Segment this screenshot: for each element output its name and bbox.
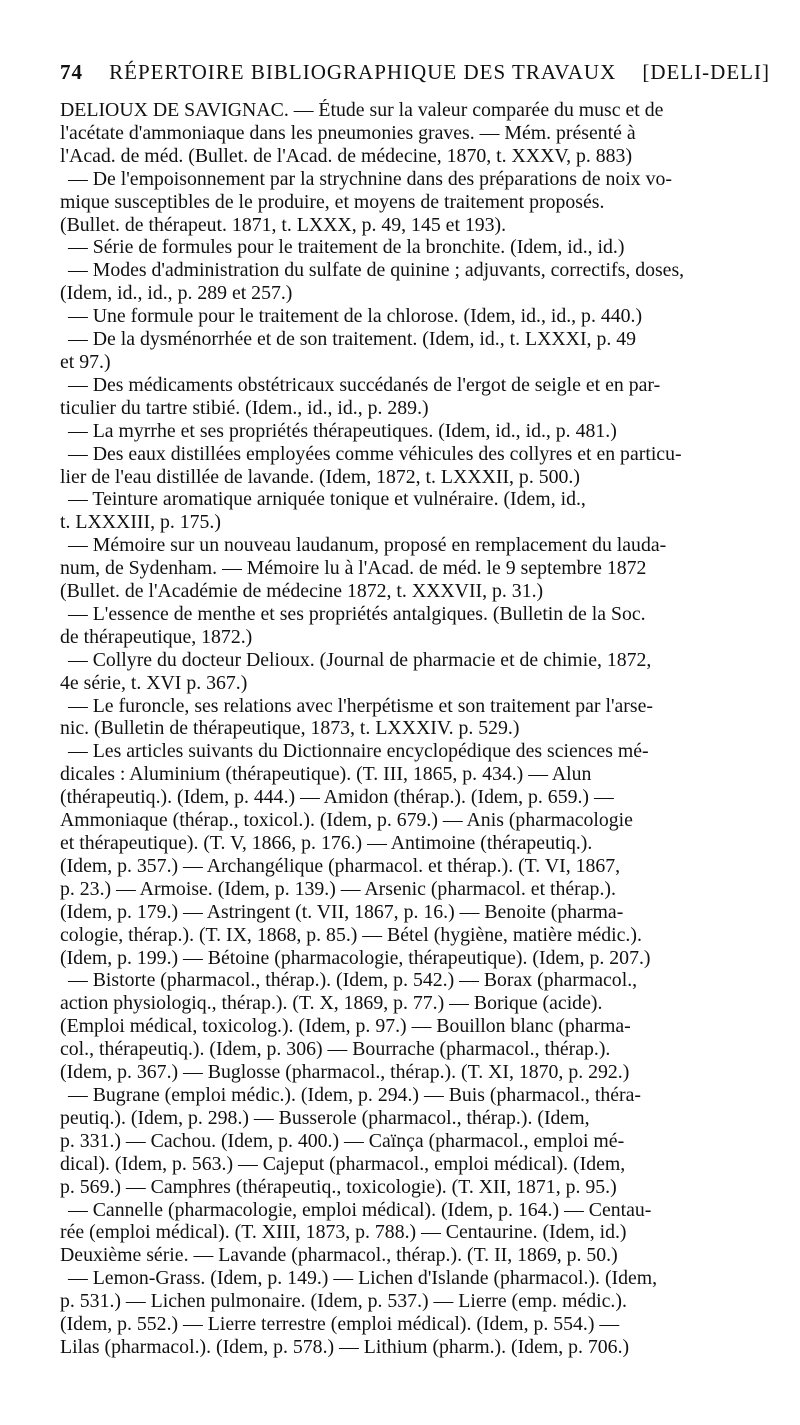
text-line: — Le furoncle, ses relations avec l'herpétisme et son traitement par l'arse- bbox=[68, 694, 653, 717]
text-line: dical). (Idem, p. 563.) — Cajeput (pharmacol., emploi médical). (Idem, bbox=[60, 1152, 626, 1175]
text-line: — Collyre du docteur Delioux. (Journal de pharmacie et de chimie, 1872, bbox=[68, 648, 652, 671]
text-line: ticulier du tartre stibié. (Idem., id., id., p. 289.) bbox=[60, 396, 429, 419]
text-line: (Idem, p. 357.) — Archangélique (pharmacol. et thérap.). (T. VI, 1867, bbox=[60, 854, 621, 877]
text-line: Lilas (pharmacol.). (Idem, p. 578.) — Lithium (pharm.). (Idem, p. 706.) bbox=[60, 1335, 630, 1358]
text-line: nic. (Bulletin de thérapeutique, 1873, t. LXXXIV. p. 529.) bbox=[60, 717, 520, 740]
text-line: (Idem, p. 179.) — Astringent (t. VII, 1867, p. 16.) — Benoite (pharma- bbox=[60, 900, 624, 923]
text-line: — Série de formules pour le traitement de la bronchite. (Idem, id., id.) bbox=[68, 236, 625, 259]
text-line: DELIOUX DE SAVIGNAC. — Étude sur la valeur comparée du musc et de bbox=[60, 99, 664, 121]
text-line: (Idem, p. 367.) — Buglosse (pharmacol., thérap.). (T. XI, 1870, p. 292.) bbox=[60, 1061, 630, 1084]
text-line: lier de l'eau distillée de lavande. (Idem, 1872, t. LXXXII, p. 500.) bbox=[60, 465, 580, 488]
text-line: — Modes d'administration du sulfate de quinine ; adjuvants, correctifs, doses, bbox=[68, 259, 685, 282]
text-line: col., thérapeutiq.). (Idem, p. 306) — Bourrache (pharmacol., thérap.). bbox=[60, 1038, 611, 1061]
text-line: — Mémoire sur un nouveau laudanum, proposé en remplacement du lauda- bbox=[68, 534, 667, 557]
text-line: peutiq.). (Idem, p. 298.) — Busserole (pharmacol., thérap.). (Idem, bbox=[60, 1106, 590, 1129]
text-line: l'acétate d'ammoniaque dans les pneumonies graves. — Mém. présenté à bbox=[60, 121, 636, 144]
text-line: — Teinture aromatique arniquée tonique et vulnéraire. (Idem, id., bbox=[68, 488, 586, 511]
text-line: p. 531.) — Lichen pulmonaire. (Idem, p. 537.) — Lierre (emp. médic.). bbox=[60, 1290, 627, 1313]
text-line: 4e série, t. XVI p. 367.) bbox=[60, 671, 248, 694]
bibliography-text bbox=[60, 99, 770, 1359]
text-line: (thérapeutiq.). (Idem, p. 444.) — Amidon (thérap.). (Idem, p. 659.) — bbox=[60, 786, 614, 809]
text-line: et thérapeutique). (T. V, 1866, p. 176.) — Antimoine (thérapeutiq.). bbox=[60, 832, 593, 854]
text-line: — Bugrane (emploi médic.). (Idem, p. 294.) — Buis (pharmacol., théra- bbox=[68, 1083, 641, 1106]
text-line: et 97.) bbox=[60, 350, 111, 373]
text-line: — Des eaux distillées employées comme véhicules des collyres et en particu- bbox=[68, 442, 682, 465]
running-title: RÉPERTOIRE BIBLIOGRAPHIQUE DES TRAVAUX bbox=[109, 60, 617, 84]
text-line: — De la dysménorrhée et de son traitement. (Idem, id., t. LXXXI, p. 49 bbox=[68, 328, 637, 351]
text-line: (Bullet. de l'Académie de médecine 1872, t. XXXVII, p. 31.) bbox=[60, 580, 544, 603]
text-line: num, de Sydenham. — Mémoire lu à l'Acad. de méd. le 9 septembre 1872 bbox=[60, 557, 647, 580]
text-line: l'Acad. de méd. (Bullet. de l'Acad. de médecine, 1870, t. XXXV, p. 883) bbox=[60, 144, 633, 167]
text-line: t. LXXXIII, p. 175.) bbox=[60, 511, 221, 534]
text-line: Deuxième série. — Lavande (pharmacol., thérap.). (T. II, 1869, p. 50.) bbox=[60, 1244, 618, 1267]
text-line: Ammoniaque (thérap., toxicol.). (Idem, p. 679.) — Anis (pharmacologie bbox=[60, 809, 633, 832]
text-line: mique susceptibles de le produire, et moyens de traitement proposés. bbox=[60, 190, 605, 213]
text-line: — Bistorte (pharmacol., thérap.). (Idem, p. 542.) — Borax (pharmacol., bbox=[68, 969, 638, 992]
text-line: action physiologiq., thérap.). (T. X, 1869, p. 77.) — Borique (acide). bbox=[60, 992, 603, 1015]
text-line: — Des médicaments obstétricaux succédanés de l'ergot de seigle et en par- bbox=[68, 373, 661, 396]
text-line: cologie, thérap.). (T. IX, 1868, p. 85.) — Bétel (hygiène, matière médic.). bbox=[60, 923, 642, 946]
text-line: dicales : Aluminium (thérapeutique). (T. III, 1865, p. 434.) — Alun bbox=[60, 763, 592, 786]
text-line: (Idem, id., id., p. 289 et 257.) bbox=[60, 282, 293, 305]
text-line: p. 331.) — Cachou. (Idem, p. 400.) — Caïnça (pharmacol., emploi mé- bbox=[60, 1129, 625, 1152]
text-line: — L'essence de menthe et ses propriétés antalgiques. (Bulletin de la Soc. bbox=[68, 602, 646, 625]
entry-range: [DELI-DELI] bbox=[642, 60, 770, 84]
text-line: p. 23.) — Armoise. (Idem, p. 139.) — Arsenic (pharmacol. et thérap.). bbox=[60, 877, 616, 900]
text-line: (Idem, p. 199.) — Bétoine (pharmacologie, thérapeutique). (Idem, p. 207.) bbox=[60, 946, 651, 969]
running-header bbox=[60, 60, 770, 85]
text-line: — Cannelle (pharmacologie, emploi médical). (Idem, p. 164.) — Centau- bbox=[68, 1198, 652, 1221]
text-line: — Une formule pour le traitement de la chlorose. (Idem, id., id., p. 440.) bbox=[68, 305, 643, 328]
page-number: 74 bbox=[60, 60, 83, 84]
text-line: de thérapeutique, 1872.) bbox=[60, 625, 253, 648]
text-line: — Les articles suivants du Dictionnaire encyclopédique des sciences mé- bbox=[68, 740, 649, 763]
text-line: p. 569.) — Camphres (thérapeutiq., toxicologie). (T. XII, 1871, p. 95.) bbox=[60, 1175, 617, 1198]
text-line: (Bullet. de thérapeut. 1871, t. LXXX, p. 49, 145 et 193). bbox=[60, 213, 507, 236]
text-line: rée (emploi médical). (T. XIII, 1873, p. 788.) — Centaurine. (Idem, id.) bbox=[60, 1221, 627, 1244]
text-line: — Lemon-Grass. (Idem, p. 149.) — Lichen d'Islande (pharmacol.). (Idem, bbox=[68, 1267, 658, 1290]
text-line: — La myrrhe et ses propriétés thérapeutiques. (Idem, id., id., p. 481.) bbox=[68, 419, 617, 442]
text-line: (Idem, p. 552.) — Lierre terrestre (emploi médical). (Idem, p. 554.) — bbox=[60, 1313, 620, 1336]
text-line: — De l'empoisonnement par la strychnine dans des préparations de noix vo- bbox=[68, 167, 672, 190]
text-line: (Emploi médical, toxicolog.). (Idem, p. 97.) — Bouillon blanc (pharma- bbox=[60, 1015, 631, 1038]
